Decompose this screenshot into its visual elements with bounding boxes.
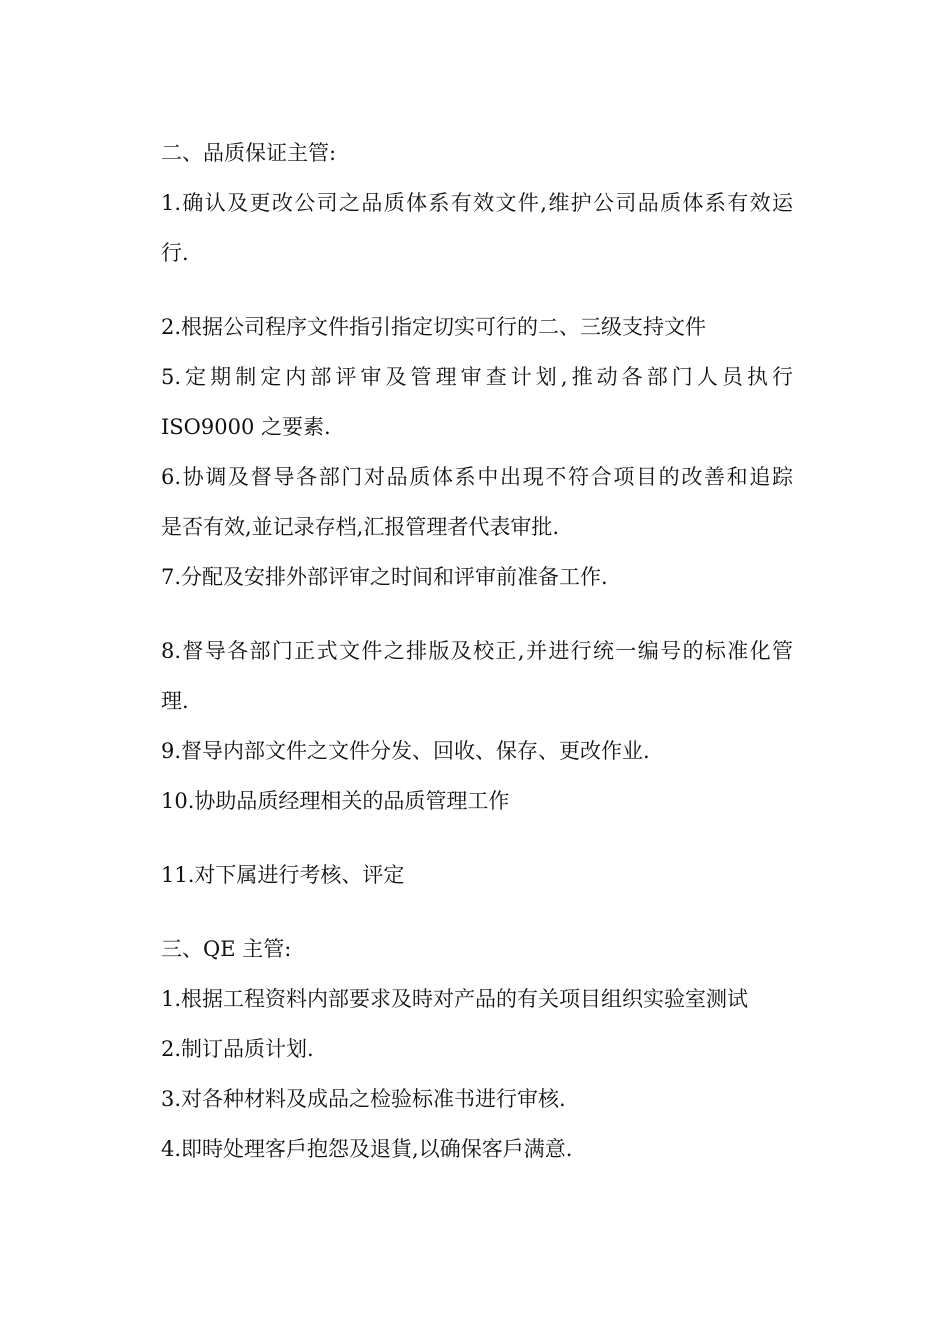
paragraph-line: 4.即時处理客戶抱怨及退貨,以确保客戶满意.: [161, 1137, 573, 1161]
paragraph-spacer: [161, 602, 793, 626]
paragraph-line: 1.根据工程资料内部要求及時对产品的有关项目组织实验室测试: [161, 987, 749, 1011]
paragraph-line: 是否有效,並记录存档,汇报管理者代表审批.: [161, 515, 560, 539]
paragraph-line: 6.协调及督导各部门对品质体系中出現不符合项目的改善和追踪: [161, 465, 793, 489]
paragraph-line: 2.根据公司程序文件指引指定切实可行的二、三级支持文件: [161, 315, 707, 339]
paragraph-line: 3.对各种材料及成品之检验标准书进行审核.: [161, 1087, 566, 1111]
paragraph-line: 理.: [161, 689, 189, 713]
paragraph-line: 10.协助品质经理相关的品质管理工作: [161, 789, 510, 813]
paragraph-line: 行.: [161, 241, 189, 265]
paragraph-line: 5.定期制定内部评审及管理审查计划,推动各部门人员执行: [161, 365, 793, 389]
paragraph-line: ISO9000 之要素.: [161, 415, 331, 439]
paragraph-line: 1.确认及更改公司之品质体系有效文件,维护公司品质体系有效运: [161, 191, 793, 215]
paragraph-line: 9.督导内部文件之文件分发、回收、保存、更改作业.: [161, 739, 650, 763]
paragraph-spacer: [161, 900, 793, 924]
paragraph-spacer: [161, 278, 793, 302]
paragraph-line: 7.分配及安排外部评审之时间和评审前准备工作.: [161, 565, 608, 589]
section-heading-qe-supervisor: 三、QE 主管:: [161, 937, 292, 961]
paragraph-line: 2.制订品质计划.: [161, 1037, 314, 1061]
paragraph-line: 11.对下属进行考核、评定: [161, 863, 405, 887]
document-body: [161, 128, 793, 1174]
section-heading-qa-supervisor: 二、品质保证主管:: [161, 141, 337, 165]
paragraph-line: 8.督导各部门正式文件之排版及校正,并进行统一编号的标准化管: [161, 639, 793, 663]
paragraph-spacer: [161, 826, 793, 850]
